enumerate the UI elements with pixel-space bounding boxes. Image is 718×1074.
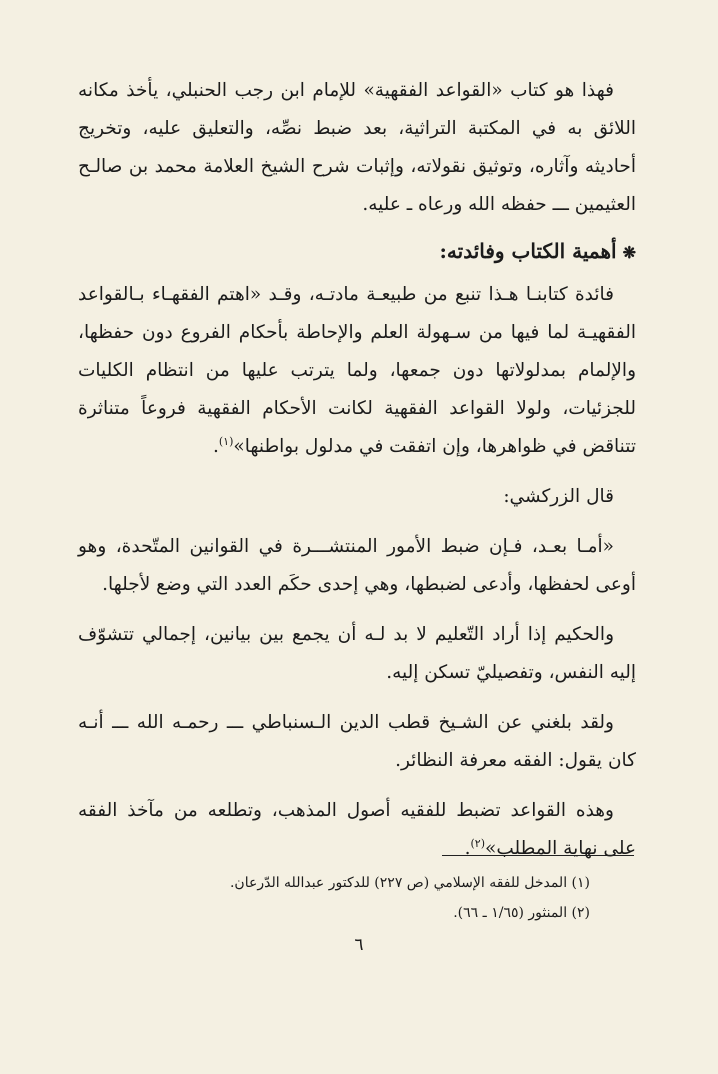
quote-paragraph-1: «أمـا بعـد، فـإن ضبط الأمور المنتشـــرة في القوانين المتّحدة، وهو أوعى لحفظها، وأدعى لضبطها، وهي إحدى حكَم العدد التي وضع لأجلها. xyxy=(78,536,636,595)
section-heading-text: أهمية الكتاب وفائدته: xyxy=(439,239,617,263)
importance-end: . xyxy=(212,436,219,457)
quote-paragraph-3: ولقد بلغني عن الشـيخ قطب الدين الـسنباطي ـــ رحمـه الله ـــ أنـه كان يقول: الفقه معرفة النظائر. xyxy=(78,712,636,771)
quote-4-text: وهذه القواعد تضبط للفقيه أصول المذهب، وتطلعه من مآخذ الفقه على نهاية المطلب» xyxy=(78,800,636,859)
page-number: ٦ xyxy=(354,935,364,955)
zarkashi-intro: قال الزركشي: xyxy=(503,486,614,507)
importance-text: فائدة كتابنـا هـذا تنبع من طبيعـة مادتـه، وقـد «اهتم الفقهـاء بـالقواعد الفقهيـة لما فيها من سـهولة العلم والإحاطة بأحكام الفروع دون حفظها، والإلمام بمدلولاتها دون جمعها، ولما يترتب عليها من انتظام الكليات للجزئيات، ولولا القواعد الفقهية لكانت الأحكام الفقهية فروعاً متناثرة تتناقض في ظواهرها، وإن اتفقت في مدلول بواطنها» xyxy=(78,284,636,457)
footnote-ref-2: (٢) xyxy=(470,836,486,850)
footnote-2: (٢) المنثور (١/٦٥ ـ ٦٦). xyxy=(453,905,590,921)
footnote-1: (١) المدخل للفقه الإسلامي (ص ٢٢٧) للدكتور عبدالله الدّرعان. xyxy=(229,875,590,891)
quote-paragraph-4 xyxy=(78,792,636,868)
main-text xyxy=(78,72,636,868)
intro-paragraph: فهذا هو كتاب «القواعد الفقهية» للإمام ابن رجب الحنبلي، يأخذ مكانه اللائق به في المكتبة التراثية، بعد ضبط نصِّه، والتعليق عليه، وتخريج أحاديثه وآثاره، وتوثيق نقولاته، وإثبات شرح الشيخ العلامة محمد بن صالـح العثيمين ـــ حفظه الله ورعاه ـ عليه. xyxy=(78,80,636,215)
footnotes xyxy=(150,868,590,928)
quote-paragraph-2: والحكيم إذا أراد التّعليم لا بد لـه أن يجمع بين بيانين، إجمالي تتشوّف إليه النفس، وتفصيليّ تسكن إليه. xyxy=(78,624,636,683)
importance-paragraph xyxy=(78,276,636,466)
footnote-divider xyxy=(442,855,634,856)
asterism-icon: ❋ xyxy=(622,243,636,262)
section-heading xyxy=(78,232,636,272)
quote-4-end: . xyxy=(464,838,471,859)
footnote-ref-1: (١) xyxy=(218,434,234,448)
